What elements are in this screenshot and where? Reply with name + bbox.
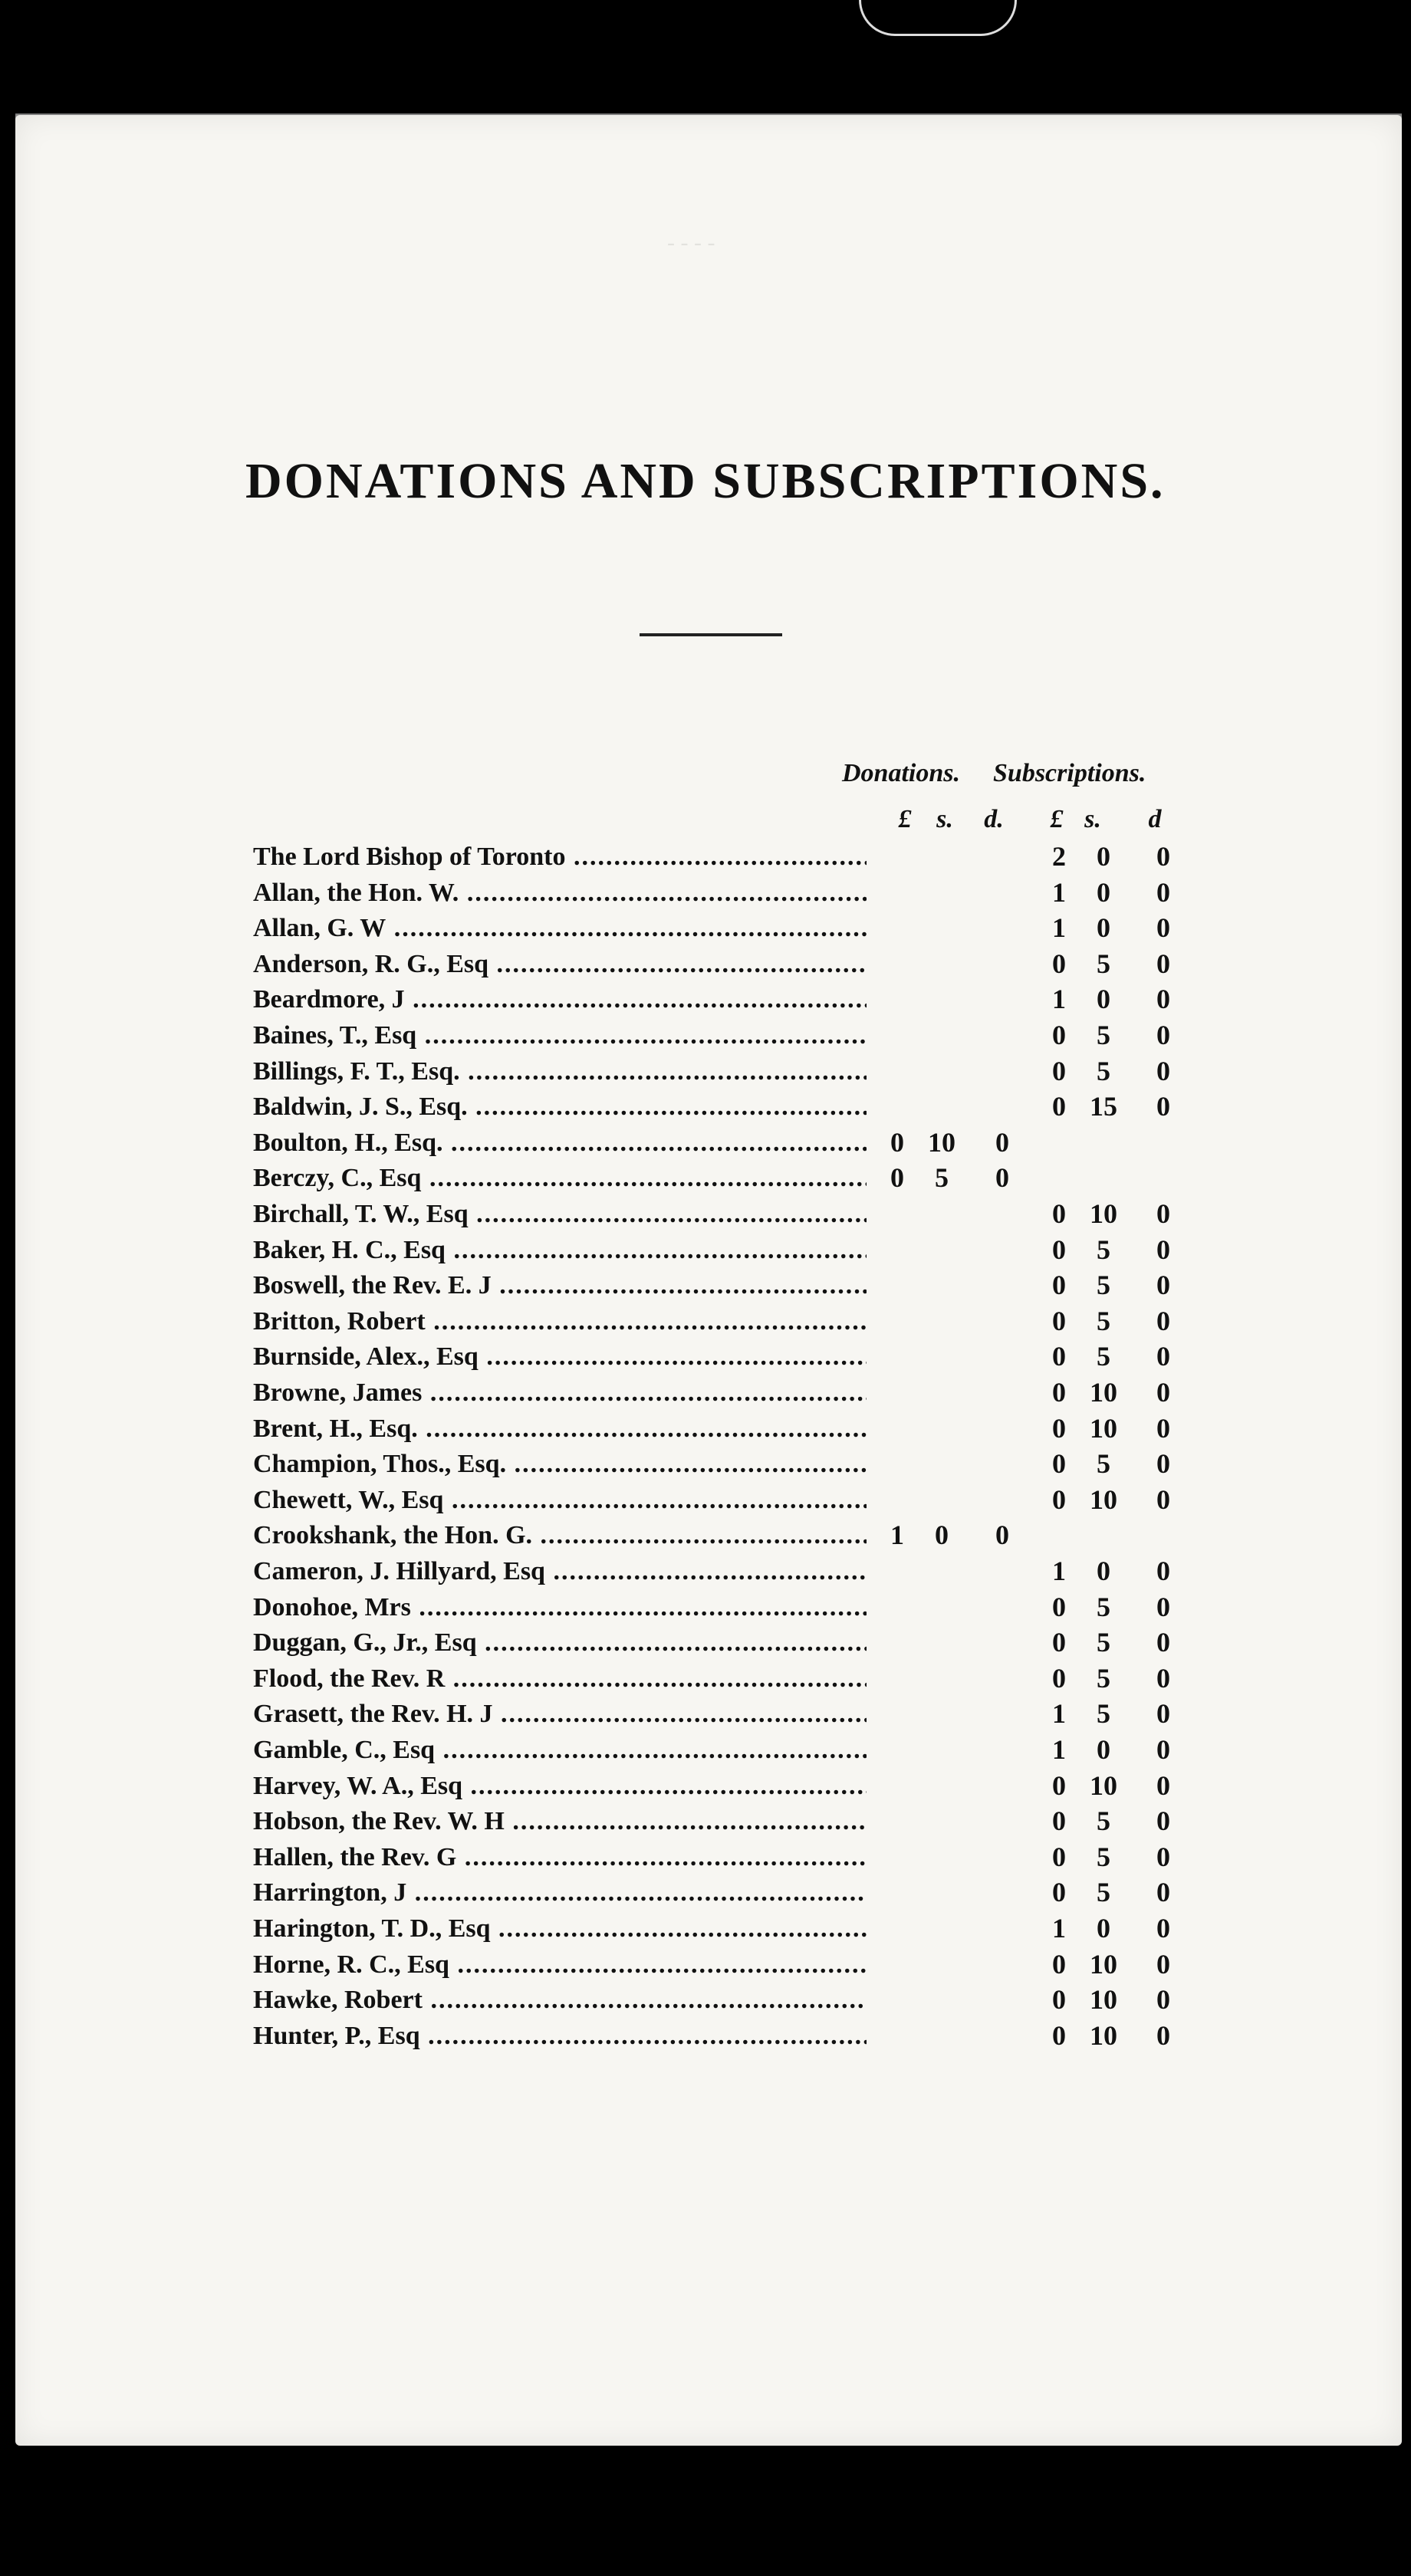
subscription-shillings-value: 5 <box>1097 1877 1110 1908</box>
entry-name: Allan, G. W ..... <box>253 910 867 946</box>
entry-name: Baker, H. C., Esq ..... <box>253 1232 867 1268</box>
donation-shillings-value <box>919 1732 965 1768</box>
donation-pounds-value <box>874 1875 920 1911</box>
list-item <box>0 839 1411 875</box>
entry-name: Gamble, C., Esq ..... <box>253 1732 867 1768</box>
list-item <box>0 1589 1411 1625</box>
donation-shillings-value <box>919 1089 965 1125</box>
entry-name: Cameron, J. Hillyard, Esq ..... <box>253 1553 867 1589</box>
list-item <box>0 1875 1411 1911</box>
list-item <box>0 1089 1411 1125</box>
subscription-pounds-value: 2 <box>1052 841 1066 872</box>
subscription-pence-value: 0 <box>1156 1948 1170 1980</box>
donation-pounds-value <box>874 1375 920 1411</box>
donation-pence-value <box>979 1232 1025 1268</box>
donation-pence-value <box>979 875 1025 911</box>
list-item <box>0 1267 1411 1303</box>
donation-pence-value <box>979 1446 1025 1482</box>
donation-pounds-value <box>874 1303 920 1339</box>
subscription-pence-value: 0 <box>1156 1055 1170 1086</box>
subscription-shillings-value <box>1080 1160 1126 1196</box>
subscription-pence-value: 0 <box>1156 1091 1170 1122</box>
subscription-pounds-value: 1 <box>1052 1556 1066 1586</box>
donation-pence-value <box>979 1982 1025 2018</box>
donation-shillings-value <box>919 1768 965 1804</box>
list-item <box>0 1947 1411 1983</box>
subscription-pounds-value: 1 <box>1052 1698 1066 1730</box>
list-item <box>0 1517 1411 1553</box>
list-item <box>0 1625 1411 1661</box>
donation-shillings-value <box>919 875 965 911</box>
subscription-pounds-value: 0 <box>1052 1841 1066 1872</box>
list-item <box>0 1482 1411 1518</box>
donation-pence-value <box>979 1375 1025 1411</box>
donation-shillings-value <box>919 1339 965 1375</box>
donation-pence-value <box>979 1839 1025 1875</box>
entry-name: Britton, Robert ..... <box>253 1303 867 1339</box>
donation-pence-value <box>979 1482 1025 1518</box>
donation-shillings-value <box>919 1875 965 1911</box>
list-item <box>0 1160 1411 1196</box>
subscription-pounds-value: 0 <box>1052 1020 1066 1050</box>
donation-pounds-value: 0 <box>890 1126 904 1158</box>
donation-pounds-value <box>874 1696 920 1732</box>
donation-shillings-value <box>919 1661 965 1697</box>
list-item <box>0 1768 1411 1804</box>
donation-pence-value <box>979 1196 1025 1232</box>
donation-shillings-value <box>919 981 965 1017</box>
subscription-shillings-value <box>1080 1125 1126 1161</box>
list-item <box>0 875 1411 911</box>
list-item <box>0 1911 1411 1947</box>
subscription-pounds-value: 0 <box>1052 1198 1066 1229</box>
donation-pounds-value <box>874 1732 920 1768</box>
donation-pounds-value <box>874 1661 920 1697</box>
donation-pence-value <box>979 1303 1025 1339</box>
subscription-shillings-value: 10 <box>1090 1412 1117 1444</box>
donation-pounds-value <box>874 1625 920 1661</box>
subscription-shillings-value: 5 <box>1097 1662 1110 1694</box>
donation-pence-value <box>979 1339 1025 1375</box>
subscription-pounds-header: £ <box>1050 805 1064 833</box>
donation-pounds-value <box>874 1017 920 1053</box>
donation-shillings-value <box>919 1017 965 1053</box>
subscription-shillings-value: 0 <box>1097 1556 1110 1586</box>
subscription-pence-value: 0 <box>1156 1913 1170 1944</box>
donation-pence-value: 0 <box>995 1162 1009 1194</box>
subscription-pounds-value <box>1036 1517 1082 1553</box>
donation-pence-value <box>979 1875 1025 1911</box>
entry-name: Grasett, the Rev. H. J ..... <box>253 1696 867 1732</box>
entry-name: Harrington, J ..... <box>253 1875 867 1911</box>
subscription-pounds-value: 0 <box>1052 1627 1066 1658</box>
subscription-pence-value: 0 <box>1156 1698 1170 1730</box>
entry-name: Hobson, the Rev. W. H ..... <box>253 1803 867 1839</box>
entry-name: Beardmore, J ..... <box>253 981 867 1017</box>
donation-shillings-value <box>919 1303 965 1339</box>
subscription-pounds-value: 0 <box>1052 1448 1066 1480</box>
donation-shillings-value <box>919 839 965 875</box>
donation-shillings-value <box>919 1446 965 1482</box>
entry-name: The Lord Bishop of Toronto ..... <box>253 839 867 875</box>
entry-name: Hunter, P., Esq ..... <box>253 2018 867 2054</box>
subscription-pence-value: 0 <box>1156 1412 1170 1444</box>
list-item <box>0 1661 1411 1697</box>
subscription-shillings-value: 5 <box>1097 1841 1110 1872</box>
list-item <box>0 1982 1411 2018</box>
entry-name: Boswell, the Rev. E. J ..... <box>253 1267 867 1303</box>
donation-pounds-value <box>874 1768 920 1804</box>
donation-shillings-value <box>919 1411 965 1447</box>
donation-pounds-value <box>874 1589 920 1625</box>
list-item <box>0 1303 1411 1339</box>
subscription-pence-value: 0 <box>1156 1484 1170 1515</box>
donation-pounds-value <box>874 981 920 1017</box>
donation-shillings-value <box>919 1375 965 1411</box>
donation-shillings-value: 0 <box>935 1520 949 1551</box>
subscription-shillings-value: 10 <box>1090 1198 1117 1229</box>
subscription-pence-value: 0 <box>1156 841 1170 872</box>
donation-pence-value <box>979 946 1025 982</box>
entry-name: Baines, T., Esq ..... <box>253 1017 867 1053</box>
list-item <box>0 1553 1411 1589</box>
donation-pounds-value <box>874 2018 920 2054</box>
subscription-pounds-value: 0 <box>1052 1055 1066 1086</box>
list-item <box>0 1696 1411 1732</box>
entry-name: Allan, the Hon. W. ..... <box>253 875 867 911</box>
subscription-pounds-value: 1 <box>1052 1913 1066 1944</box>
donation-pence-value <box>979 1696 1025 1732</box>
donation-pence-value <box>979 1267 1025 1303</box>
entry-name: Horne, R. C., Esq ..... <box>253 1947 867 1983</box>
donation-pounds-value <box>874 1553 920 1589</box>
donation-shillings-header: s. <box>936 805 953 833</box>
subscription-pence-value <box>1140 1160 1186 1196</box>
subscription-shillings-value: 5 <box>1097 1448 1110 1480</box>
subscription-pence-value: 0 <box>1156 2019 1170 2051</box>
donation-pence-value: 0 <box>995 1520 1009 1551</box>
subscription-shillings-header: s. <box>1084 805 1101 833</box>
subscription-pence-value: 0 <box>1156 1305 1170 1336</box>
donation-shillings-value <box>919 1839 965 1875</box>
donation-pounds-value <box>874 1339 920 1375</box>
subscription-pounds-value: 0 <box>1052 1234 1066 1265</box>
donations-column-header: Donations. <box>842 759 960 787</box>
list-item <box>0 1375 1411 1411</box>
donation-shillings-value: 5 <box>935 1162 949 1194</box>
entry-name: Champion, Thos., Esq. ..... <box>253 1446 867 1482</box>
donation-pence-value <box>979 1803 1025 1839</box>
subscription-shillings-value: 10 <box>1090 1948 1117 1980</box>
donation-pence-value <box>979 2018 1025 2054</box>
donation-pence-value <box>979 1911 1025 1947</box>
subscription-shillings-value: 5 <box>1097 1020 1110 1050</box>
entry-name: Hawke, Robert ..... <box>253 1982 867 2018</box>
donation-shillings-value <box>919 1696 965 1732</box>
subscription-pence-value: 0 <box>1156 1234 1170 1265</box>
donation-shillings-value <box>919 1196 965 1232</box>
entry-name: Donohoe, Mrs ..... <box>253 1589 867 1625</box>
list-item <box>0 1125 1411 1161</box>
subscription-pence-value: 0 <box>1156 1556 1170 1586</box>
subscription-pounds-value: 0 <box>1052 1591 1066 1622</box>
donation-shillings-value <box>919 1482 965 1518</box>
donation-shillings-value <box>919 1982 965 2018</box>
donation-pence-value <box>979 1017 1025 1053</box>
subscription-pounds-value: 0 <box>1052 1305 1066 1336</box>
donation-pence-value <box>979 1589 1025 1625</box>
subscription-pence-value: 0 <box>1156 876 1170 908</box>
donation-pence-value <box>979 1411 1025 1447</box>
page-title: DONATIONS AND SUBSCRIPTIONS. <box>245 453 1166 509</box>
list-item <box>0 1446 1411 1482</box>
subscription-pence-value: 0 <box>1156 1198 1170 1229</box>
list-item <box>0 2018 1411 2054</box>
subscription-shillings-value: 5 <box>1097 1806 1110 1837</box>
list-item <box>0 1232 1411 1268</box>
subscription-shillings-value: 5 <box>1097 1698 1110 1730</box>
donation-pounds-value <box>874 1803 920 1839</box>
entry-name: Harington, T. D., Esq ..... <box>253 1911 867 1947</box>
donation-shillings-value <box>919 1589 965 1625</box>
donation-pounds-value <box>874 1053 920 1089</box>
donation-pounds-header: £ <box>898 805 912 833</box>
donation-pence-value <box>979 1947 1025 1983</box>
entry-name: Burnside, Alex., Esq ..... <box>253 1339 867 1375</box>
subscription-pence-value: 0 <box>1156 1341 1170 1372</box>
subscription-shillings-value: 5 <box>1097 1234 1110 1265</box>
donation-shillings-value <box>919 1053 965 1089</box>
subscription-shillings-value: 0 <box>1097 984 1110 1015</box>
donation-shillings-value <box>919 1553 965 1589</box>
entry-name: Hallen, the Rev. G ..... <box>253 1839 867 1875</box>
subscription-shillings-value: 0 <box>1097 912 1110 944</box>
entry-name: Billings, F. T., Esq. ..... <box>253 1053 867 1089</box>
subscription-pounds-value <box>1036 1160 1082 1196</box>
donation-pounds-value <box>874 875 920 911</box>
donation-shillings-value <box>919 1267 965 1303</box>
donation-shillings-value: 10 <box>928 1126 955 1158</box>
donation-pence-value <box>979 839 1025 875</box>
donation-pence-value <box>979 1553 1025 1589</box>
subscription-pence-header: d <box>1148 805 1162 833</box>
donation-pence-value <box>979 910 1025 946</box>
subscription-pence-value: 0 <box>1156 1591 1170 1622</box>
subscription-pence-value: 0 <box>1156 1877 1170 1908</box>
list-item <box>0 1732 1411 1768</box>
subscription-shillings-value: 5 <box>1097 1591 1110 1622</box>
subscription-pounds-value: 0 <box>1052 1806 1066 1837</box>
subscription-pence-value: 0 <box>1156 1627 1170 1658</box>
subscription-shillings-value: 15 <box>1090 1091 1117 1122</box>
subscription-pounds-value: 0 <box>1052 2019 1066 2051</box>
subscription-pounds-value: 0 <box>1052 1377 1066 1408</box>
bleed-through-mark: - - - - <box>667 230 715 255</box>
subscription-pounds-value: 1 <box>1052 912 1066 944</box>
subscription-pounds-value: 0 <box>1052 1484 1066 1515</box>
donation-pounds-value <box>874 1446 920 1482</box>
subscription-pounds-value: 0 <box>1052 1270 1066 1301</box>
subscription-shillings-value: 5 <box>1097 1627 1110 1658</box>
list-item <box>0 1839 1411 1875</box>
entry-name: Harvey, W. A., Esq ..... <box>253 1768 867 1804</box>
donation-pence-value <box>979 1732 1025 1768</box>
list-item <box>0 1803 1411 1839</box>
donation-pounds-value <box>874 1911 920 1947</box>
subscriptions-column-header: Subscriptions. <box>993 759 1146 787</box>
donation-pounds-value <box>874 1232 920 1268</box>
entry-name: Baldwin, J. S., Esq. ..... <box>253 1089 867 1125</box>
list-item <box>0 1017 1411 1053</box>
donation-pounds-value <box>874 1982 920 2018</box>
donation-pence-value <box>979 1625 1025 1661</box>
donation-shillings-value <box>919 1911 965 1947</box>
subscription-shillings-value: 10 <box>1090 2019 1117 2051</box>
donation-pence-value <box>979 1768 1025 1804</box>
list-item <box>0 1053 1411 1089</box>
subscription-shillings-value: 10 <box>1090 1984 1117 2016</box>
entry-name: Anderson, R. G., Esq ..... <box>253 946 867 982</box>
subscription-pounds-value: 0 <box>1052 1662 1066 1694</box>
donation-pence-value <box>979 1089 1025 1125</box>
list-item <box>0 1196 1411 1232</box>
subscription-shillings-value: 0 <box>1097 876 1110 908</box>
subscription-pounds-value <box>1036 1125 1082 1161</box>
subscription-shillings-value: 5 <box>1097 1270 1110 1301</box>
subscription-shillings-value: 5 <box>1097 1341 1110 1372</box>
subscription-pounds-value: 1 <box>1052 984 1066 1015</box>
donation-pence-header: d. <box>984 805 1004 833</box>
donation-shillings-value <box>919 910 965 946</box>
list-item <box>0 1339 1411 1375</box>
donation-shillings-value <box>919 946 965 982</box>
subscription-shillings-value: 0 <box>1097 841 1110 872</box>
subscription-pence-value: 0 <box>1156 1448 1170 1480</box>
donation-shillings-value <box>919 1803 965 1839</box>
entry-name: Boulton, H., Esq. ..... <box>253 1125 867 1161</box>
subscription-pounds-value: 0 <box>1052 1948 1066 1980</box>
list-item <box>0 946 1411 982</box>
subscription-shillings-value: 10 <box>1090 1377 1117 1408</box>
list-item <box>0 1411 1411 1447</box>
donation-shillings-value <box>919 1232 965 1268</box>
entry-name: Birchall, T. W., Esq ..... <box>253 1196 867 1232</box>
subscription-pence-value <box>1140 1517 1186 1553</box>
subscription-pence-value: 0 <box>1156 1270 1170 1301</box>
donation-pounds-value: 0 <box>890 1162 904 1194</box>
donation-pounds-value <box>874 910 920 946</box>
donation-pounds-value <box>874 1947 920 1983</box>
subscription-shillings-value: 5 <box>1097 1055 1110 1086</box>
subscription-shillings-value: 10 <box>1090 1769 1117 1801</box>
subscription-shillings-value: 5 <box>1097 948 1110 979</box>
subscription-pounds-value: 0 <box>1052 1769 1066 1801</box>
donation-shillings-value <box>919 2018 965 2054</box>
subscription-pence-value: 0 <box>1156 1841 1170 1872</box>
subscription-pounds-value: 1 <box>1052 876 1066 908</box>
subscription-pounds-value: 0 <box>1052 1341 1066 1372</box>
donation-pounds-value <box>874 1196 920 1232</box>
subscription-pounds-value: 0 <box>1052 1877 1066 1908</box>
subscription-pounds-value: 0 <box>1052 948 1066 979</box>
donation-pounds-value <box>874 1089 920 1125</box>
donation-pounds-value <box>874 1267 920 1303</box>
subscription-pence-value: 0 <box>1156 1662 1170 1694</box>
subscription-shillings-value: 10 <box>1090 1484 1117 1515</box>
subscription-pounds-value: 0 <box>1052 1091 1066 1122</box>
donation-pounds-value <box>874 1482 920 1518</box>
list-item <box>0 981 1411 1017</box>
subscription-pence-value <box>1140 1125 1186 1161</box>
donation-pounds-value <box>874 1411 920 1447</box>
subscription-pence-value: 0 <box>1156 1734 1170 1765</box>
subscription-pence-value: 0 <box>1156 1806 1170 1837</box>
list-item <box>0 910 1411 946</box>
subscription-shillings-value: 5 <box>1097 1305 1110 1336</box>
donation-shillings-value <box>919 1625 965 1661</box>
donation-pounds-value: 1 <box>890 1520 904 1551</box>
subscription-pence-value: 0 <box>1156 1020 1170 1050</box>
entry-name: Berczy, C., Esq ..... <box>253 1160 867 1196</box>
subscription-pence-value: 0 <box>1156 948 1170 979</box>
subscription-shillings-value: 0 <box>1097 1913 1110 1944</box>
donation-pence-value: 0 <box>995 1126 1009 1158</box>
entry-name: Browne, James ..... <box>253 1375 867 1411</box>
donation-pence-value <box>979 981 1025 1017</box>
donation-pence-value <box>979 1053 1025 1089</box>
subscription-shillings-value <box>1080 1517 1126 1553</box>
subscription-pence-value: 0 <box>1156 1984 1170 2016</box>
subscription-shillings-value: 0 <box>1097 1734 1110 1765</box>
entry-name: Chewett, W., Esq ..... <box>253 1482 867 1518</box>
entry-name: Crookshank, the Hon. G. ..... <box>253 1517 867 1553</box>
subscription-pence-value: 0 <box>1156 1377 1170 1408</box>
donation-pounds-value <box>874 839 920 875</box>
subscription-pounds-value: 0 <box>1052 1412 1066 1444</box>
donation-pence-value <box>979 1661 1025 1697</box>
subscription-pounds-value: 0 <box>1052 1984 1066 2016</box>
entry-name: Brent, H., Esq. ..... <box>253 1411 867 1447</box>
donation-shillings-value <box>919 1947 965 1983</box>
subscription-pence-value: 0 <box>1156 984 1170 1015</box>
donation-pounds-value <box>874 1839 920 1875</box>
entry-name: Duggan, G., Jr., Esq ..... <box>253 1625 867 1661</box>
subscription-pence-value: 0 <box>1156 912 1170 944</box>
donation-pounds-value <box>874 946 920 982</box>
subscription-pence-value: 0 <box>1156 1769 1170 1801</box>
entry-name: Flood, the Rev. R ..... <box>253 1661 867 1697</box>
subscription-pounds-value: 1 <box>1052 1734 1066 1765</box>
